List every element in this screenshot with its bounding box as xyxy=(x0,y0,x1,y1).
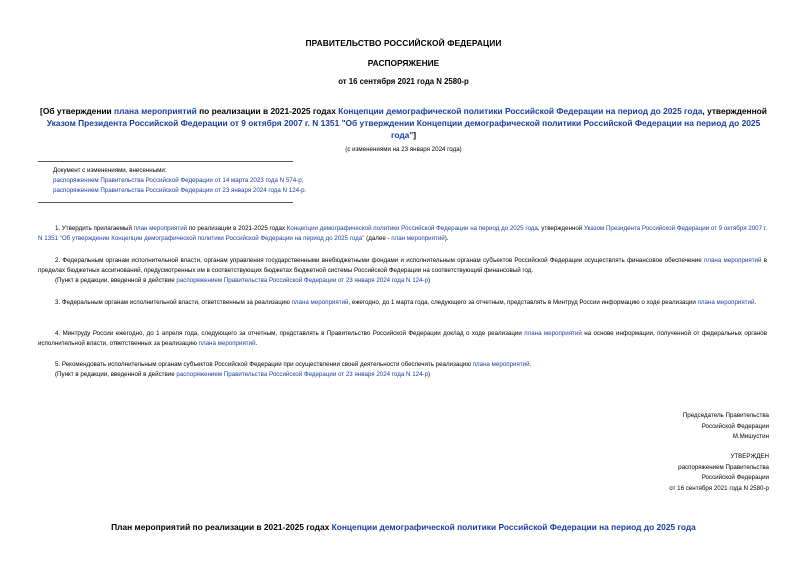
link-plan[interactable]: план мероприятий xyxy=(391,235,445,242)
paragraph-text: в пределах бюджетных ассигнований, предусмотренных им в соответствующих бюджетах бюджетной системы Российской Федерации на соответствующий финансовый год. xyxy=(38,257,768,274)
title-text: , утвержденной xyxy=(702,106,767,116)
paragraph-text: 4. Минтруду России ежегодно, до 1 апреля года, следующего за отчетным, представлять в Правительство Российской Федерации доклад о ходе реализации xyxy=(55,330,525,337)
approval-stamp xyxy=(669,452,769,494)
paragraph-text: , ежегодно, до 1 марта года, следующего за отчетным, представлять в Минтруд России информацию о ходе реализации xyxy=(348,299,698,306)
remark-text: ) xyxy=(428,277,431,284)
title-link-decree[interactable]: Указом Президента Российской Федерации от 9 октября 2007 г. N 1351 "Об утверждении Концепции демографической политики Российской Федерации на период до 2025 года" xyxy=(46,117,761,140)
paragraph-2 xyxy=(38,256,767,286)
document-date: от 16 сентября 2021 года N 2580-р xyxy=(338,77,469,86)
changes-intro: Документ с изменениями, внесенными: xyxy=(53,167,167,174)
link-plan[interactable]: плана мероприятий xyxy=(704,257,762,264)
signature-block xyxy=(683,411,769,443)
paragraph-text: 2. Федеральным органам исполнительной власти, органам управления государственными внебюджетными фондами и исполнительным органам субъектов Российской Федерации осуществлять финансовое обеспечение xyxy=(55,257,704,264)
change-link-2023[interactable]: распоряжением Правительства Российской Федерации от 14 марта 2023 года N 574-р; xyxy=(53,177,304,184)
paragraph-text: . xyxy=(255,340,258,347)
paragraph-3 xyxy=(38,298,767,308)
paragraph-text: . xyxy=(529,361,532,368)
paragraph-4 xyxy=(38,329,767,349)
paragraph-text: 5. Рекомендовать исполнительным органам субъектов Российской Федерации при осуществлении своей деятельности обеспечить реализацию xyxy=(55,361,473,368)
link-decree[interactable]: Указом Президента Российской Федерации от 9 октября 2007 г. N 1351 "Об утверждении Концепции демографической политики Российской Федерации на период до 2025 года" xyxy=(38,225,767,242)
plan-title xyxy=(0,522,807,532)
paragraph-text: (далее - xyxy=(364,235,392,242)
approval-line: от 16 сентября 2021 года N 2580-р xyxy=(669,484,769,492)
plan-title-link-concept[interactable]: Концепции демографической политики Российской Федерации на период до 2025 года xyxy=(331,522,696,532)
signatory-name: М.Мишустин xyxy=(732,433,769,440)
paragraph-text: по реализации в 2021-2025 годах xyxy=(187,225,287,232)
paragraph-5 xyxy=(38,360,767,380)
link-amendment-2024[interactable]: распоряжением Правительства Российской Федерации от 23 января 2024 года N 124-р xyxy=(176,371,429,378)
title-text: ] xyxy=(413,129,417,140)
link-plan[interactable]: плана мероприятий xyxy=(524,330,582,337)
paragraph-text: . xyxy=(754,299,757,306)
link-concept[interactable]: Концепции демографической политики Российской Федерации на период до 2025 года xyxy=(286,225,538,232)
signatory-position: Российской Федерации xyxy=(701,422,769,430)
edition-note: (с изменениями на 23 января 2024 года) xyxy=(345,146,462,153)
paragraph-text: ). xyxy=(444,235,449,242)
link-amendment-2024[interactable]: распоряжением Правительства Российской Федерации от 23 января 2024 года N 124-р xyxy=(176,277,429,284)
edition-remark xyxy=(38,370,767,380)
paragraph-text: на основе информации, полученной от федеральных органов исполнительной власти, ответственных за реализацию xyxy=(38,330,767,347)
paragraph-text: , утвержденной xyxy=(537,225,584,232)
link-plan[interactable]: плана мероприятий xyxy=(472,361,530,368)
change-link-2024[interactable]: распоряжением Правительства Российской Федерации от 23 января 2024 года N 124-р. xyxy=(53,187,307,194)
paragraph-text: 1. Утвердить прилагаемый xyxy=(55,225,134,232)
document-type: РАСПОРЯЖЕНИЕ xyxy=(367,58,440,68)
changes-block xyxy=(53,166,306,196)
paragraph-1 xyxy=(38,224,767,244)
edition-remark xyxy=(38,276,767,286)
approval-heading: УТВЕРЖДЕН xyxy=(730,453,769,460)
document-title xyxy=(38,106,769,141)
title-link-plan[interactable]: плана мероприятий xyxy=(114,106,197,116)
link-plan[interactable]: плана мероприятий xyxy=(697,299,755,306)
plan-title-text: План мероприятий по реализации в 2021-2025 годах xyxy=(111,522,332,532)
remark-text: (Пункт в редакции, введенной в действие xyxy=(55,371,177,378)
remark-text: (Пункт в редакции, введенной в действие xyxy=(55,277,177,284)
remark-text: ) xyxy=(428,371,431,378)
link-plan[interactable]: плана мероприятий xyxy=(198,340,256,347)
title-text: по реализации в 2021-2025 годах xyxy=(196,106,339,116)
approval-line: Российской Федерации xyxy=(701,474,769,481)
government-heading: ПРАВИТЕЛЬСТВО РОССИЙСКОЙ ФЕДЕРАЦИИ xyxy=(305,38,502,48)
divider xyxy=(38,202,293,203)
signatory-position: Председатель Правительства xyxy=(682,412,769,419)
divider xyxy=(38,161,293,162)
approval-line: распоряжением Правительства xyxy=(678,463,769,471)
title-link-concept[interactable]: Концепции демографической политики Российской Федерации на период до 2025 года xyxy=(338,106,703,116)
title-text: [Об утверждении xyxy=(40,106,115,116)
paragraph-text: 3. Федеральным органам исполнительной власти, ответственным за реализацию xyxy=(55,299,292,306)
link-plan[interactable]: план мероприятий xyxy=(133,225,188,232)
link-plan[interactable]: плана мероприятий xyxy=(291,299,349,306)
